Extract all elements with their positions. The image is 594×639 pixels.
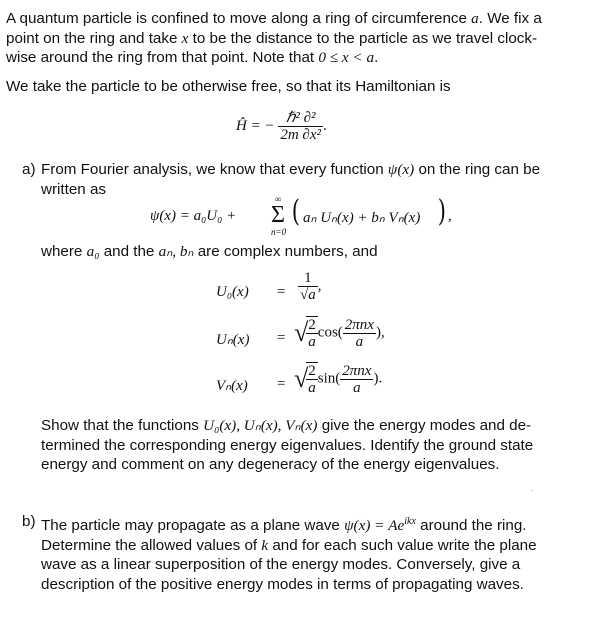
intro-line-3: wise around the ring from that point. Note that 0 ≤ x < a.: [6, 49, 379, 66]
u0-equals: =: [276, 284, 287, 300]
task-line-2: termined the corresponding energy eigenvalues. Identify the ground state: [41, 436, 534, 454]
vn-sqrt-sign: √: [294, 364, 309, 393]
part-a-line-1: From Fourier analysis, we know that every function ψ(x) on the ring can be: [41, 161, 541, 178]
un-lhs: Uₙ(x): [216, 332, 250, 348]
part-b-line-2: Determine the allowed values of k and for each such value write the plane: [41, 536, 537, 554]
hamiltonian-equation: Ĥ = − $\frac{\text{ℏ² ∂²}}{\text{2m ∂x²}}$ .: [236, 110, 327, 143]
part-b-text: [41, 512, 586, 594]
un-sqrt-sign: √: [294, 318, 309, 347]
vn-equals: =: [276, 376, 287, 392]
intro-paragraph: [6, 9, 588, 68]
part-a-intro: [41, 160, 581, 199]
task-line-3: energy and comment on any degeneracy of the energy eigenvalues.: [41, 456, 500, 473]
intro-line-4: We take the particle to be otherwise free, so that its Hamiltonian is: [6, 78, 451, 95]
u0-lhs: U₀(x): [216, 284, 249, 300]
part-b-label: b): [22, 513, 36, 530]
un-equals: =: [276, 330, 287, 346]
u0-rhs: $\frac{1}{√a}$ ,: [300, 270, 322, 303]
part-a-task: [41, 416, 586, 475]
vn-lhs: Vₙ(x): [216, 378, 248, 394]
part-b-line-3: wave as a linear superposition of the energy modes. Conversely, give a: [41, 556, 521, 574]
part-b-line-1: The particle may propagate as a plane wave $\psi(x) = Ae^{ikx}$ around the ring.: [41, 516, 527, 535]
left-paren: (: [291, 194, 300, 229]
where-line: where a₀ and the aₙ, bₙ are complex numbers, and: [41, 243, 378, 260]
task-line-1: Show that the functions U₀(x), Uₙ(x), Vₙ(x) give the energy modes and de-: [41, 417, 532, 434]
part-b-line-4: description of the positive energy modes in terms of propagating waves.: [41, 575, 524, 593]
vn-rhs: √ $\frac{2}{a}$ sin( $\frac{\text{2πnx}}{a}$ ).: [294, 362, 383, 396]
part-a-label: a): [22, 161, 36, 178]
hamiltonian-fraction: $\frac{\text{ℏ² ∂²}}{\text{2m ∂x²}}$: [280, 110, 321, 143]
un-rhs: √ $\frac{2}{a}$ cos( $\frac{\text{2πnx}}{a}$ ),: [294, 316, 385, 350]
sigma-symbol: Σ: [271, 202, 285, 228]
stray-mark: [531, 490, 533, 491]
right-paren: ): [437, 194, 446, 229]
part-a-line-2: written as: [41, 180, 106, 198]
intro-line-1: A quantum particle is confined to move along a ring of circumference a. We fix a: [6, 10, 542, 27]
intro-line-2: point on the ring and take x to be the distance to the particle as we travel clock-: [6, 29, 538, 47]
fourier-series-equation: ψ(x) = a₀U₀ + ∞ Σ n=0 ( aₙ Uₙ(x) + bₙ Vₙ(x) ) ,: [150, 194, 452, 237]
